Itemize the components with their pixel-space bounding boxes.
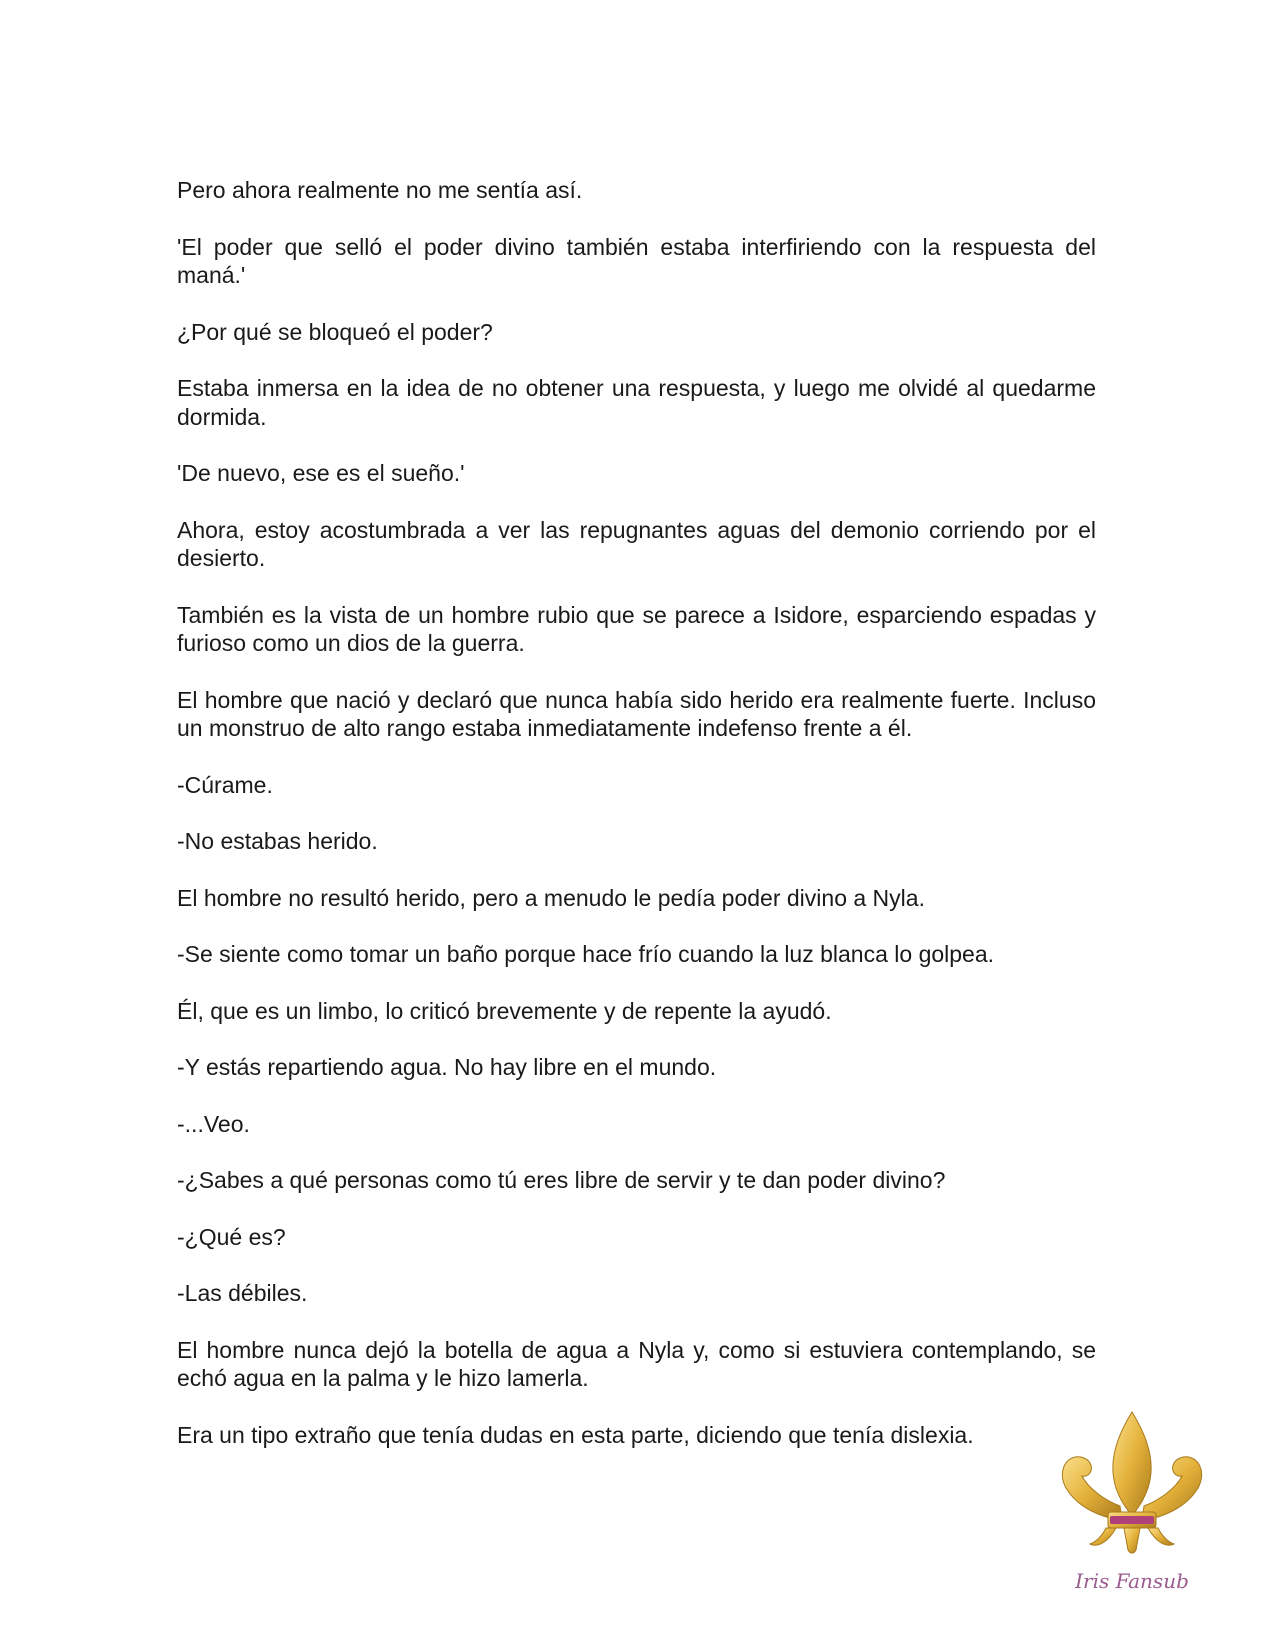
paragraph: Él, que es un limbo, lo criticó brevemente y de repente la ayudó. — [177, 997, 832, 1024]
text-body — [177, 176, 1096, 1477]
paragraph: El hombre nunca dejó la botella de agua a Nyla y, como si estuviera contemplando, se echó agua en la palma y le hizo lamerla. — [177, 1336, 1096, 1391]
paragraph: También es la vista de un hombre rubio que se parece a Isidore, esparciendo espadas y furioso como un dios de la guerra. — [177, 601, 1096, 656]
fansub-watermark — [1052, 1408, 1212, 1608]
paragraph: El hombre que nació y declaró que nunca había sido herido era realmente fuerte. Incluso un monstruo de alto rango estaba inmediatamente indefenso frente a él. — [177, 686, 1096, 741]
paragraph: -...Veo. — [177, 1110, 250, 1137]
paragraph: -¿Sabes a qué personas como tú eres libre de servir y te dan poder divino? — [177, 1167, 946, 1193]
paragraph: -¿Qué es? — [177, 1223, 286, 1250]
paragraph: 'De nuevo, ese es el sueño.' — [177, 460, 465, 486]
paragraph: Pero ahora realmente no me sentía así. — [177, 177, 583, 203]
paragraph: El hombre no resultó herido, pero a menudo le pedía poder divino a Nyla. — [177, 884, 925, 911]
paragraph: Estaba inmersa en la idea de no obtener una respuesta, y luego me olvidé al quedarme dormida. — [177, 375, 1096, 430]
paragraph: Ahora, estoy acostumbrada a ver las repugnantes aguas del demonio corriendo por el desierto. — [177, 516, 1096, 571]
watermark-text: Iris Fansub — [1075, 1569, 1189, 1593]
paragraph: 'El poder que selló el poder divino también estaba interfiriendo con la respuesta del maná.' — [177, 233, 1096, 288]
paragraph: ¿Por qué se bloqueó el poder? — [177, 318, 493, 345]
paragraph: -Se siente como tomar un baño porque hace frío cuando la luz blanca lo golpea. — [177, 941, 995, 967]
paragraph: -Y estás repartiendo agua. No hay libre en el mundo. — [177, 1054, 717, 1080]
paragraph: -No estabas herido. — [177, 828, 378, 854]
paragraph: -Las débiles. — [177, 1280, 308, 1306]
paragraph: Era un tipo extraño que tenía dudas en esta parte, diciendo que tenía dislexia. — [177, 1421, 974, 1448]
paragraph: -Cúrame. — [177, 771, 273, 798]
fleur-de-lis-icon — [1052, 1408, 1212, 1608]
